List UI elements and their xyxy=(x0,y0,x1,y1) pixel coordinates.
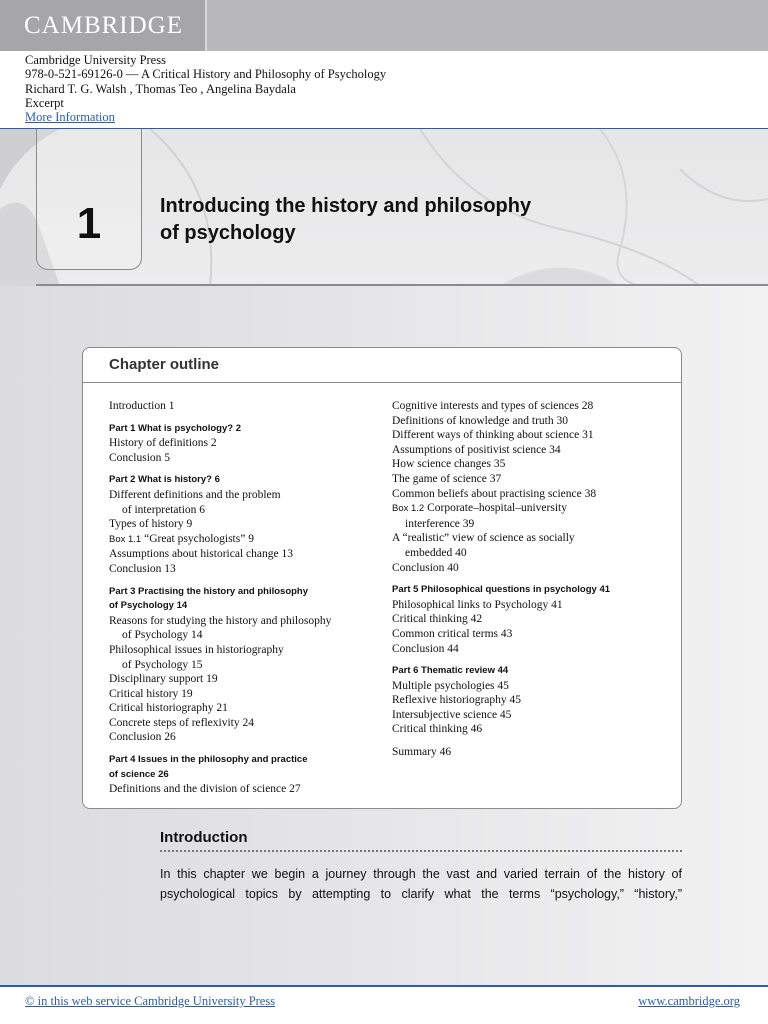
outline-item: Multiple psychologies 45 xyxy=(392,679,509,692)
outline-item: A “realistic” view of science as socially xyxy=(392,532,575,545)
outline-item-continuation: interference 39 xyxy=(405,517,475,530)
outline-item: Introduction 1 xyxy=(109,400,175,412)
outline-item: Philosophical issues in historiography xyxy=(109,643,284,656)
chapter-number-tab xyxy=(36,129,142,270)
chapter-title-line1: Introducing the history and philosophy xyxy=(160,195,532,217)
outline-item: Definitions of knowledge and truth 30 xyxy=(392,414,568,427)
outline-item: Philosophical links to Psychology 41 xyxy=(392,598,563,611)
brand-text: CAMBRIDGE xyxy=(24,12,184,39)
outline-item: Different definitions and the problem xyxy=(109,488,281,501)
outline-item: Conclusion 26 xyxy=(109,731,176,744)
book-metadata xyxy=(25,53,386,124)
outline-item: Cognitive interests and types of sciences 28 xyxy=(392,400,594,412)
outline-item: Critical thinking 42 xyxy=(392,613,483,626)
chapter-outline-box xyxy=(82,347,682,809)
dotted-divider xyxy=(160,850,682,852)
outline-item: Disciplinary support 19 xyxy=(109,673,218,686)
outline-part-heading: of science 26 xyxy=(109,768,169,780)
outline-title: Chapter outline xyxy=(109,356,220,373)
outline-item: Critical history 19 xyxy=(109,687,193,700)
cambridge-logo xyxy=(0,0,207,51)
outline-item: Definitions and the division of science 27 xyxy=(109,783,301,796)
box-label: Box 1.2 xyxy=(392,503,425,515)
chapter-number: 1 xyxy=(76,199,102,248)
chapter-title-line2: of psychology xyxy=(160,222,296,244)
outline-box-item xyxy=(109,532,379,548)
box-text: Corporate–hospital–university xyxy=(424,502,567,515)
outline-header xyxy=(83,348,681,383)
outline-part-heading: Part 2 What is history? 6 xyxy=(109,474,220,486)
outline-part-heading: Part 1 What is psychology? 2 xyxy=(109,422,241,434)
intro-line-1: In this chapter we begin a journey through the vast and varied terrain of the history of xyxy=(160,867,682,881)
outline-item: Common critical terms 43 xyxy=(392,627,513,640)
outline-item: Critical historiography 21 xyxy=(109,702,228,715)
publisher: Cambridge University Press xyxy=(25,53,166,67)
banner-divider xyxy=(36,284,768,286)
outline-item: The game of science 37 xyxy=(392,472,502,485)
box-label: Box 1.1 xyxy=(109,533,142,545)
copyright-link[interactable]: © in this web service Cambridge University Press xyxy=(25,994,276,1008)
outline-item: Summary 46 xyxy=(392,746,452,759)
outline-left-column xyxy=(109,399,379,797)
outline-item: Conclusion 40 xyxy=(392,561,459,574)
outline-item: Assumptions about historical change 13 xyxy=(109,548,293,561)
outline-item: Common beliefs about practising science 38 xyxy=(392,487,597,500)
authors: Richard T. G. Walsh , Thomas Teo , Angelina Baydala xyxy=(25,81,296,96)
outline-item: Conclusion 5 xyxy=(109,451,171,464)
cambridge-website-link[interactable]: www.cambridge.org xyxy=(638,994,740,1008)
isbn-title: 978-0-521-69126-0 — A Critical History and Philosophy of Psychology xyxy=(25,67,387,82)
outline-part-heading: Part 5 Philosophical questions in psychology 41 xyxy=(392,584,611,596)
outline-item: Different ways of thinking about science 31 xyxy=(392,429,594,442)
outline-part-heading: Part 4 Issues in the philosophy and practice xyxy=(109,754,308,766)
outline-item: Concrete steps of reflexivity 24 xyxy=(109,716,254,729)
outline-item: How science changes 35 xyxy=(392,458,506,471)
introduction-heading: Introduction xyxy=(160,829,248,846)
outline-part-heading: Part 3 Practising the history and philosophy xyxy=(109,585,309,597)
outline-item: Assumptions of positivist science 34 xyxy=(392,443,561,456)
outline-item: Intersubjective science 45 xyxy=(392,708,512,721)
outline-item: Critical thinking 46 xyxy=(392,723,483,736)
outline-item: Conclusion 44 xyxy=(392,642,459,655)
top-bar xyxy=(0,0,768,51)
outline-right-column xyxy=(392,399,672,760)
intro-line-2: psychological topics by attempting to clarify what the terms “psychology,” “history,” xyxy=(160,887,682,901)
outline-item: Reflexive historiography 45 xyxy=(392,694,522,707)
footer-divider xyxy=(0,985,768,987)
outline-item: History of definitions 2 xyxy=(109,437,217,450)
outline-item: Types of history 9 xyxy=(109,518,193,531)
outline-part-heading: Part 6 Thematic review 44 xyxy=(392,665,509,677)
outline-item-continuation: embedded 40 xyxy=(405,546,467,559)
outline-item-continuation: of Psychology 14 xyxy=(122,629,203,642)
excerpt-label: Excerpt xyxy=(25,95,64,110)
outline-box-item xyxy=(392,501,672,517)
outline-item: Conclusion 13 xyxy=(109,562,176,575)
introduction-paragraph xyxy=(160,864,682,904)
outline-item-continuation: of interpretation 6 xyxy=(122,503,206,516)
more-information-link[interactable]: More Information xyxy=(25,110,115,125)
outline-part-heading: of Psychology 14 xyxy=(109,600,188,612)
outline-item-continuation: of Psychology 15 xyxy=(122,658,203,671)
box-text: “Great psychologists” 9 xyxy=(141,532,254,545)
chapter-title xyxy=(160,193,580,247)
outline-item: Reasons for studying the history and philosophy xyxy=(109,614,332,627)
